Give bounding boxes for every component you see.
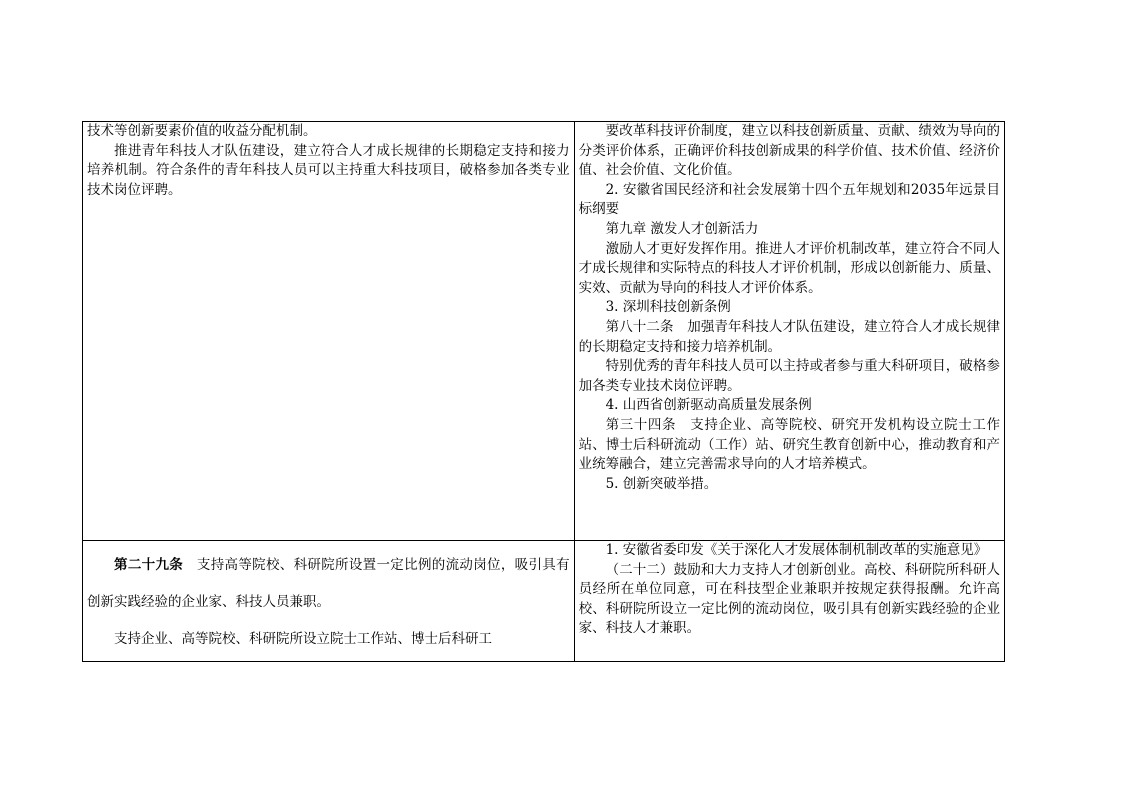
article-paragraph — [87, 547, 570, 621]
right-paragraph: 3. 深圳科技创新条例 — [605, 299, 731, 316]
right-cell — [574, 541, 1004, 662]
right-paragraph: 第九章 激发人才创新活力 — [605, 220, 759, 237]
right-paragraph: 要改革科技评价制度，建立以科技创新质量、贡献、绩效为导向的分类评价体系，正确评价科技创新成果的科学价值、技术价值、经济价值、社会价值、文化价值。 — [578, 123, 1000, 179]
right-paragraph: 1. 安徽省委印发《关于深化人才发展体制机制改革的实施意见》 — [605, 542, 988, 558]
left-paragraph: 支持企业、高等院校、科研院所设立院士工作站、博士后科研工 — [114, 631, 492, 647]
left-cell — [83, 541, 575, 662]
right-paragraph: （二十二）鼓励和大力支持人才创新创业。高校、科研院所科研人员经所在单位同意，可在科技型企业兼职并按规定获得报酬。允许高校、科研院所设立一定比例的流动岗位，吸引具有创新实践经验的企业家、科技人才兼职。 — [578, 561, 1000, 637]
right-paragraph: 特别优秀的青年科技人员可以主持或者参与重大科研项目，破格参加各类专业技术岗位评聘。 — [578, 358, 1000, 394]
article-title: 第二十九条 — [114, 557, 184, 573]
left-cell — [83, 122, 575, 541]
right-paragraph: 5. 创新突破举措。 — [605, 475, 718, 492]
right-paragraph: 第八十二条 加强青年科技人才队伍建设，建立符合人才成长规律的长期稳定支持和接力培养机制。 — [578, 318, 1000, 355]
right-cell — [574, 122, 1004, 541]
table-row — [83, 122, 1005, 541]
left-paragraph: 推进青年科技人才队伍建设，建立符合人才成长规律的长期稳定支持和接力培养机制。符合条件的青年科技人员可以主持重大科技项目，破格参加各类专业技术岗位评聘。 — [87, 142, 570, 198]
right-paragraph: 4. 山西省创新驱动高质量发展条例 — [605, 397, 812, 414]
article-text: 支持高等院校、科研院所设置一定比例的流动岗位，吸引具有创新实践经验的企业家、科技人员兼职。 — [87, 557, 570, 610]
right-paragraph: 激励人才更好发挥作用。推进人才评价机制改革，建立符合不同人才成长规律和实际特点的科技人才评价机制，形成以创新能力、质量、实效、贡献为导向的科技人才评价体系。 — [578, 240, 1000, 296]
right-paragraph: 第三十四条 支持企业、高等院校、研究开发机构设立院士工作站、博士后科研流动（工作）站、研究生教育创新中心，推动教育和产业统筹融合，建立完善需求导向的人才培养模式。 — [578, 416, 1000, 473]
right-paragraph: 2. 安徽省国民经济和社会发展第十四个五年规划和2035年远景目标纲要 — [578, 181, 1000, 218]
table-row — [83, 541, 1005, 662]
left-paragraph: 技术等创新要素价值的收益分配机制。 — [87, 123, 317, 139]
policy-comparison-table — [82, 121, 1005, 662]
